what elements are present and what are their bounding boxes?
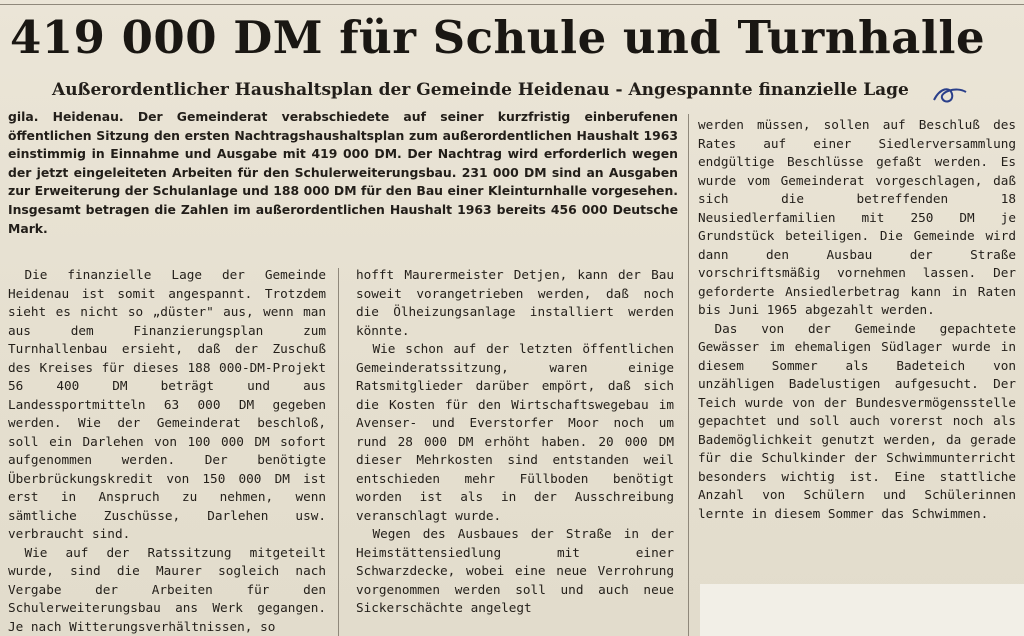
clipping-edge [700,584,1024,636]
subheadline: Außerordentlicher Haushaltsplan der Gemeinde Heidenau - Angespannte finanzielle Lage [52,80,909,100]
headline: 419 000 DM für Schule und Turnhalle [10,11,986,64]
column-2 [356,266,674,618]
column-divider [338,268,339,636]
lead-paragraph: gila. Heidenau. Der Gemeinderat verabschiedete auf seiner kurzfristig einberufenen öffentlichen Sitzung den ersten Nachtragshaushaltsplan zum außerordentlichen Haushalt 1963 einstimmig in Einnahme und Ausgabe mit 419 000 DM. Der Nachtrag wird erforderlich wegen der jetzt eingeleiteten Arbeiten für den Schulerweiterungsbau. 231 000 DM sind an Ausgaben zur Erweiterung der Schulanlage und 188 000 DM für den Bau einer Kleinturnhalle vorgesehen. Insgesamt betragen die Zahlen im außerordentlichen Haushalt 1963 bereits 456 000 Deutsche Mark. [8,109,678,236]
paragraph: Wegen des Ausbaues der Straße in der Heimstättensiedlung mit einer Schwarzdecke, wobei eine neue Verrohrung vorgenommen werden soll und auch neue Sickerschächte angelegt [356,526,674,615]
paragraph: Das von der Gemeinde gepachtete Gewässer im ehemaligen Südlager wurde in diesem Sommer als Badeteich von unzähligen Badelustigen aufgesucht. Der Teich wurde von der Bundesvermögensstelle gepachtet und soll auch vorerst noch als Bademöglichkeit genutzt werden, da gerade für die Schulkinder der Schwimmunterricht besonders wichtig ist. Eine stattliche Anzahl von Schülern und Schülerinnen lernte in diesem Sommer das Schwimmen. [698,320,1016,521]
paragraph: Wie auf der Ratssitzung mitgeteilt wurde, sind die Maurer sogleich nach Vergabe der Arbeiten für den Schulerweiterungsbau ans Werk gegangen. Je nach Witterungsverhältnissen, so [8,544,326,634]
column-divider [688,114,689,636]
paragraph: Wie schon auf der letzten öffentlichen Gemeinderatssitzung, waren einige Ratsmitglieder darüber empört, daß sich die Kosten für den Wirtschaftswegebau im Avenser- und Everstorfer Moor noch um rund 28 000 DM erhöht haben. 20 000 DM dieser Mehrkosten sind entstanden weil entschieden mehr Füllboden benötigt worden ist als in der Ausschreibung veranschlagt wurde. [356,341,674,523]
pen-mark-icon [930,80,974,108]
paragraph: hofft Maurermeister Detjen, kann der Bau soweit vorangetrieben werden, daß noch die Ölheizungsanlage installiert werden könnte. [356,267,674,338]
column-3 [698,116,1016,523]
paragraph: Die finanzielle Lage der Gemeinde Heidenau ist somit angespannt. Trotzdem sieht es nicht so „düster" aus, wenn man aus dem Finanzierungsplan zum Turnhallenbau ersieht, daß der Zuschuß des Kreises für dieses 188 000-DM-Projekt 56 400 DM beträgt und aus Landessportmitteln 63 000 DM gegeben werden. Wie der Gemeinderat beschloß, soll ein Darlehen von 100 000 DM sofort aufgenommen werden. Der benötigte Überbrückungskredit von 150 000 DM ist erst in Anspruch zu nehmen, wenn sämtliche Zuschüsse, Darlehen usw. verbraucht sind. [8,267,326,541]
top-rule [0,4,1024,5]
column-1 [8,266,326,636]
paragraph: werden müssen, sollen auf Beschluß des Rates auf einer Siedlerversammlung endgültige Beschlüsse gefaßt werden. Es wurde vom Gemeinderat vorgeschlagen, daß sich die betreffenden 18 Neusiedlerfamilien mit 250 DM je Grundstück beteiligen. Die Gemeinde wird dann den Ausbau der Straße vorschriftsmäßig vornehmen lassen. Der geforderte Ansiedlerbetrag kann in Raten bis Juni 1965 abgezahlt werden. [698,117,1016,317]
